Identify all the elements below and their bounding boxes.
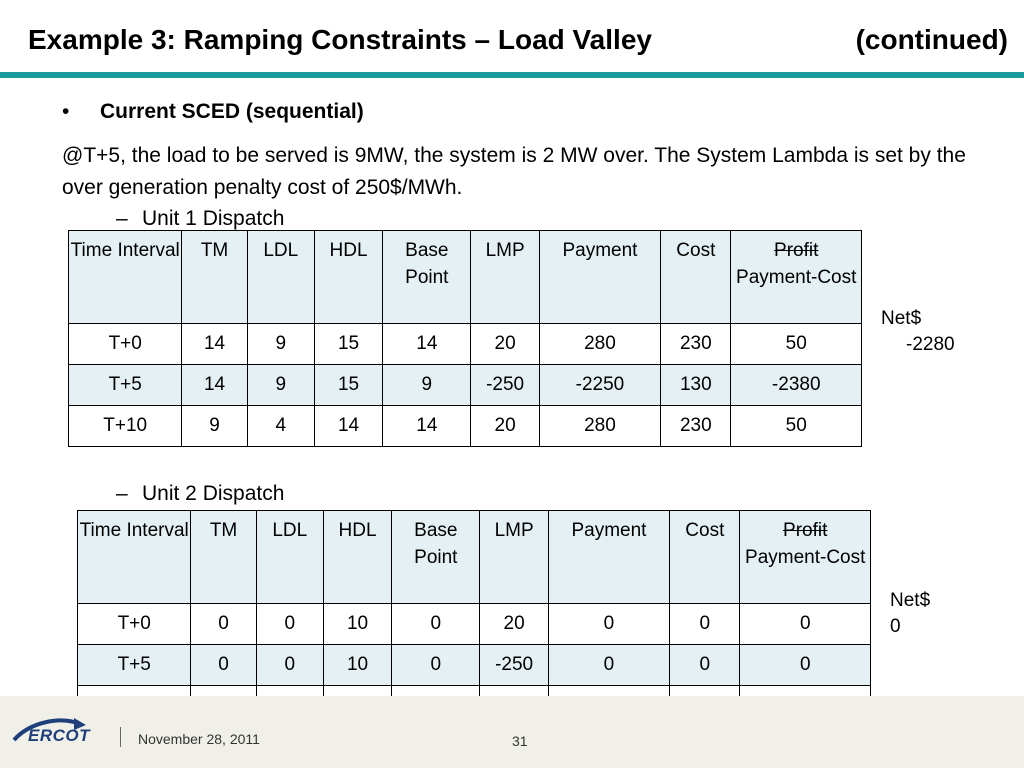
profit-formula: Payment-Cost [745, 547, 866, 568]
header-profit [731, 231, 862, 324]
cell-profit: -2380 [731, 365, 862, 406]
slide-title [28, 20, 1018, 60]
title-main: Example 3: Ramping Constraints – Load Valley [28, 24, 652, 55]
cell-profit: 50 [731, 406, 862, 447]
unit1-table [68, 230, 862, 447]
cell-payment: 0 [548, 604, 669, 645]
cell-tm: 14 [182, 324, 247, 365]
unit1-net [881, 306, 955, 358]
unit2-net [890, 588, 930, 640]
cell-tm: 14 [182, 365, 247, 406]
footer-logo: ERCOT [28, 726, 90, 745]
cell-cost: 0 [670, 645, 740, 686]
cell-lmp: 20 [471, 324, 539, 365]
cell-ldl: 9 [247, 365, 314, 406]
cell-base-point: 0 [392, 604, 480, 645]
cell-cost: 230 [661, 324, 731, 365]
unit1-net-value: -2280 [906, 334, 955, 355]
cell-profit: 0 [740, 604, 871, 645]
cell-time: T+5 [78, 645, 191, 686]
cell-payment: 0 [548, 645, 669, 686]
title-continued: (continued) [855, 24, 1008, 55]
cell-hdl: 10 [323, 645, 391, 686]
cell-base-point: 9 [383, 365, 471, 406]
unit1-heading-text: Unit 1 Dispatch [142, 207, 285, 230]
cell-ldl: 4 [247, 406, 314, 447]
cell-tm: 9 [182, 406, 247, 447]
cell-payment: -2250 [539, 365, 660, 406]
paragraph-text: @T+5, the load to be served is 9MW, the system is 2 MW over. The System Lambda is set by the over generation penalty cost of 250$/MWh. [62, 144, 966, 199]
body-paragraph [62, 140, 1000, 204]
footer-date: November 28, 2011 [138, 731, 260, 747]
header-ldl: LDL [256, 511, 323, 604]
cell-lmp: 20 [471, 406, 539, 447]
profit-strike: Profit [774, 240, 819, 261]
header-profit [740, 511, 871, 604]
cell-tm: 0 [191, 604, 256, 645]
header-hdl: HDL [314, 231, 382, 324]
header-payment: Payment [539, 231, 660, 324]
header-time: Time Interval [78, 511, 191, 604]
unit1-heading [116, 207, 284, 231]
table-row [78, 645, 871, 686]
table-row [69, 324, 862, 365]
cell-cost: 230 [661, 406, 731, 447]
header-base-point: Base Point [392, 511, 480, 604]
header-ldl: LDL [247, 231, 314, 324]
profit-strike: Profit [783, 520, 828, 541]
cell-ldl: 9 [247, 324, 314, 365]
header-hdl: HDL [323, 511, 391, 604]
cell-lmp: 20 [480, 604, 548, 645]
bullet-text: Current SCED (sequential) [100, 100, 364, 123]
cell-hdl: 10 [323, 604, 391, 645]
cell-time: T+5 [69, 365, 182, 406]
cell-base-point: 0 [392, 645, 480, 686]
cell-base-point: 14 [383, 406, 471, 447]
header-payment: Payment [548, 511, 669, 604]
cell-profit: 50 [731, 324, 862, 365]
cell-cost: 0 [670, 604, 740, 645]
cell-time: T+10 [69, 406, 182, 447]
cell-payment: 280 [539, 324, 660, 365]
title-rule [0, 72, 1024, 78]
header-cost: Cost [670, 511, 740, 604]
cell-hdl: 15 [314, 324, 382, 365]
unit2-table [77, 510, 871, 727]
cell-ldl: 0 [256, 604, 323, 645]
unit2-heading-text: Unit 2 Dispatch [142, 482, 285, 505]
unit2-net-value: 0 [890, 616, 901, 637]
cell-time: T+0 [78, 604, 191, 645]
dash-marker: – [116, 482, 128, 505]
cell-hdl: 14 [314, 406, 382, 447]
bullet-marker: • [62, 100, 70, 123]
unit2-net-label: Net$ [890, 590, 931, 611]
cell-tm: 0 [191, 645, 256, 686]
page-number: 31 [512, 733, 528, 749]
header-tm: TM [191, 511, 256, 604]
cell-lmp: -250 [471, 365, 539, 406]
profit-formula: Payment-Cost [736, 267, 857, 288]
cell-base-point: 14 [383, 324, 471, 365]
table-row [69, 365, 862, 406]
table-row [78, 604, 871, 645]
header-base-point: Base Point [383, 231, 471, 324]
cell-profit: 0 [740, 645, 871, 686]
header-tm: TM [182, 231, 247, 324]
dash-marker: – [116, 207, 128, 230]
header-lmp: LMP [471, 231, 539, 324]
unit1-net-label: Net$ [881, 308, 922, 329]
table-row [69, 406, 862, 447]
cell-hdl: 15 [314, 365, 382, 406]
header-lmp: LMP [480, 511, 548, 604]
header-cost: Cost [661, 231, 731, 324]
footer-separator [120, 727, 121, 747]
header-time: Time Interval [69, 231, 182, 324]
cell-ldl: 0 [256, 645, 323, 686]
cell-lmp: -250 [480, 645, 548, 686]
cell-payment: 280 [539, 406, 660, 447]
cell-cost: 130 [661, 365, 731, 406]
cell-time: T+0 [69, 324, 182, 365]
unit2-heading [116, 482, 284, 506]
